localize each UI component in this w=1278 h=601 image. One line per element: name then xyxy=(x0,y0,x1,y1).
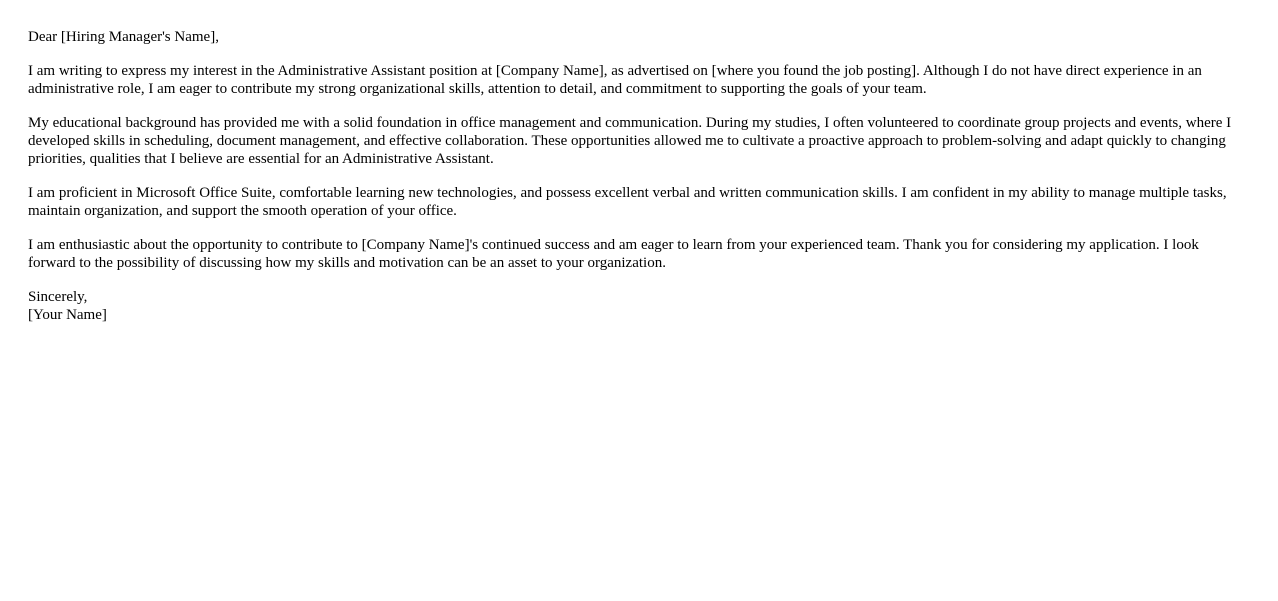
closing: Sincerely, xyxy=(28,289,88,305)
signature: [Your Name] xyxy=(28,307,107,323)
cover-letter xyxy=(28,28,1250,324)
paragraph-education: My educational background has provided me with a solid foundation in office management and communication. During my studies, I often volunteered to coordinate group projects and events, where I developed skills in scheduling, document management, and effective collaboration. These opportunities allowed me to cultivate a proactive approach to problem-solving and adapt quickly to changing priorities, qualities that I believe are essential for an Administrative Assistant. xyxy=(28,115,1232,167)
paragraph-skills: I am proficient in Microsoft Office Suite, comfortable learning new technologies, and possess excellent verbal and written communication skills. I am confident in my ability to manage multiple tasks, maintain organization, and support the smooth operation of your office. xyxy=(28,185,1227,219)
paragraph-closing-remarks: I am enthusiastic about the opportunity to contribute to [Company Name]'s continued success and am eager to learn from your experienced team. Thank you for considering my application. I look forward to the possibility of discussing how my skills and motivation can be an asset to your organization. xyxy=(28,237,1199,271)
paragraph-interest: I am writing to express my interest in the Administrative Assistant position at [Company Name], as advertised on [where you found the job posting]. Although I do not have direct experience in an administrative role, I am eager to contribute my strong organizational skills, attention to detail, and commitment to supporting the goals of your team. xyxy=(28,63,1202,97)
salutation: Dear [Hiring Manager's Name], xyxy=(28,29,219,45)
signoff xyxy=(28,288,1250,324)
